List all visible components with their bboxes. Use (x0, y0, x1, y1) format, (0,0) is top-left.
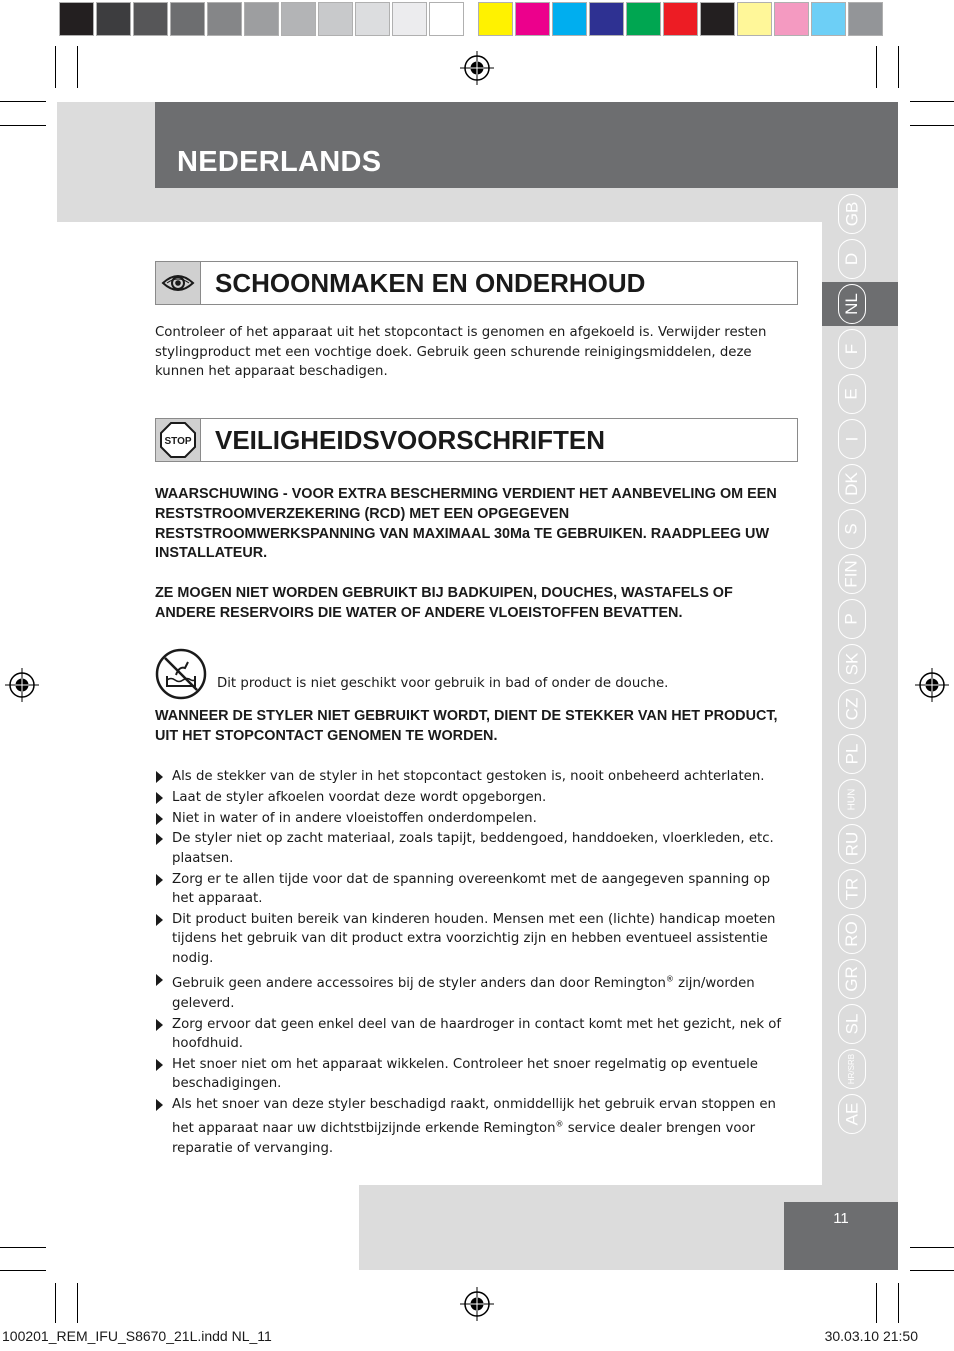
list-item-text: Dit product buiten bereik van kinderen houden. Mensen met een (lichte) handicap moeten tijdens het gebruik van dit product extra voorzichtig zijn en hebben eventueel assistentie nodig. (172, 911, 776, 966)
lang-tab-hr-srb (830, 1047, 874, 1091)
registration-target-icon (460, 1287, 494, 1321)
lang-tab-ring (838, 599, 866, 639)
lang-code: CZ (841, 697, 861, 721)
page-number-box (784, 1202, 898, 1270)
color-swatch (700, 2, 735, 36)
color-swatch (96, 2, 131, 36)
arrow-bullet-icon (156, 1019, 163, 1031)
color-swatch (355, 2, 390, 36)
bath-warning-row (155, 648, 785, 700)
registration-target-icon (5, 668, 39, 702)
color-swatch (774, 2, 809, 36)
crop-mark (77, 46, 78, 88)
color-swatch (59, 2, 94, 36)
list-item (155, 1095, 785, 1158)
lang-tab-i (830, 417, 874, 461)
lang-tab-ring (838, 509, 866, 549)
lang-code: RU (842, 831, 861, 857)
crop-mark (876, 46, 877, 88)
crop-mark (0, 1247, 46, 1248)
safety-list (155, 767, 785, 1159)
lang-tab-tr (830, 867, 874, 911)
registration-target-icon (460, 51, 494, 85)
lang-tab-dk (830, 462, 874, 506)
arrow-bullet-icon (156, 874, 163, 886)
stop-sign-icon (156, 419, 201, 461)
crop-mark (0, 1270, 46, 1271)
lang-code: S (842, 523, 861, 535)
color-swatch (515, 2, 550, 36)
lang-tab-ring (838, 1004, 866, 1044)
lang-tab-e (830, 372, 874, 416)
registration-target-icon (915, 668, 949, 702)
swatch-gap (466, 2, 478, 36)
lang-tab-ring (838, 329, 866, 369)
page-number: 11 (833, 1210, 849, 1227)
lang-tab-nl (822, 282, 898, 326)
list-item-text: De styler niet op zacht materiaal, zoals tapijt, beddengoed, handdoeken, vloerkleden, etc. plaatsen. (172, 831, 774, 866)
lang-tab-ring (838, 689, 866, 729)
lang-code: TR (841, 877, 861, 901)
print-timestamp: 30.03.10 21:50 (824, 1328, 918, 1344)
list-item (155, 809, 785, 829)
list-item (155, 870, 785, 909)
color-swatch (663, 2, 698, 36)
lang-tab-fin (830, 552, 874, 596)
warning-rcd: WAARSCHUWING - VOOR EXTRA BESCHERMING VERDIENT HET AANBEVELING OM EEN RESTSTROOMVERZEKERING (RCD) MET EEN OPGEGEVEN RESTSTROOMWERKSPANNING VAN MAXIMAAL 30Ma TE GEBRUIKEN. RAADPLEEG UW INSTALLATEUR. (155, 486, 777, 562)
lang-tab-ring (838, 824, 866, 864)
list-item (155, 767, 785, 787)
crop-mark (898, 46, 899, 88)
color-swatch (429, 2, 464, 36)
lang-tab-sk (830, 642, 874, 686)
crop-mark (910, 125, 954, 126)
list-item-text: Zorg er te allen tijde voor dat de spanning overeenkomt met de aangegeven spanning op het apparaat. (172, 871, 771, 907)
lang-tab-f (830, 327, 874, 371)
lang-code: P (842, 613, 861, 625)
warning-unplug: WANNEER DE STYLER NIET GEBRUIKT WORDT, DIENT DE STEKKER VAN HET PRODUCT, UIT HET STOPCONTACT GENOMEN TE WORDEN. (155, 708, 778, 744)
crop-mark (55, 46, 56, 88)
lang-tab-ru (830, 822, 874, 866)
lang-tab-ring (838, 194, 866, 234)
lang-tab-ring (838, 959, 866, 999)
lang-code: HUN (846, 788, 858, 810)
lang-code: F (841, 343, 861, 355)
lang-tab-ring (838, 419, 866, 459)
language-sidebar (822, 192, 898, 1185)
lang-tab-ring (838, 1094, 866, 1134)
lang-tab-ring (838, 734, 866, 774)
color-swatch (811, 2, 846, 36)
color-calibration-bar (59, 2, 885, 36)
lang-tab-s (830, 507, 874, 551)
list-item (155, 910, 785, 969)
crop-mark (910, 101, 954, 102)
crop-mark (910, 1270, 954, 1271)
lang-code: FIN (842, 560, 862, 588)
list-item (155, 970, 785, 1013)
list-item-text: Als de stekker van de styler in het stopcontact gestoken is, nooit onbeheerd achterlaten. (172, 769, 765, 784)
list-item-text: Niet in water of in andere vloeistoffen onderdompelen. (172, 810, 537, 826)
list-item (155, 829, 785, 868)
language-header (155, 102, 898, 188)
lang-tab-ring (838, 284, 866, 324)
color-swatch (737, 2, 772, 36)
list-item-text: Zorg ervoor dat geen enkel deel van de haardroger in contact komt met het gezicht, nek of hoofdhuid. (172, 1016, 782, 1051)
no-bath-icon (155, 648, 207, 700)
stop-label: STOP (164, 436, 192, 447)
eye-icon (156, 262, 201, 304)
crop-mark (898, 1283, 899, 1323)
color-swatch (244, 2, 279, 36)
crop-mark (55, 1283, 56, 1323)
color-swatch (281, 2, 316, 36)
lang-code: I (841, 436, 861, 442)
page-title: NEDERLANDS (177, 146, 382, 178)
lang-tab-ae (830, 1092, 874, 1136)
crop-mark (876, 1283, 877, 1323)
arrow-bullet-icon (156, 1099, 163, 1111)
lang-tab-ring (838, 644, 866, 684)
list-item (155, 788, 785, 808)
lang-code: DK (842, 472, 861, 496)
lang-tab-ring (838, 869, 866, 909)
lang-tab-ring (838, 239, 866, 279)
color-swatch (170, 2, 205, 36)
arrow-bullet-icon (156, 813, 163, 825)
lang-code: GR (842, 966, 861, 992)
lang-code: RO (842, 921, 861, 947)
color-swatch (552, 2, 587, 36)
print-file-info: 100201_REM_IFU_S8670_21L.indd NL_11 (2, 1328, 272, 1344)
list-item-text: Als het snoer van deze styler beschadigd raakt, onmiddellijk het gebruik ervan stoppen en het apparaat naar uw dichtstbijzijnde erkende Remington® service dealer brengen voor reparatie of vervanging. (172, 1097, 776, 1156)
lang-tab-cz (830, 687, 874, 731)
lang-tab-ring (838, 374, 866, 414)
list-item (155, 1015, 785, 1054)
bottom-panel (57, 1185, 359, 1270)
arrow-bullet-icon (156, 771, 163, 783)
list-item-text: Het snoer niet om het apparaat wikkelen. Controleer het snoer regelmatig op eventuele beschadigingen. (172, 1056, 758, 1092)
bath-note: Dit product is niet geschikt voor gebruik in bad of onder de douche. (217, 676, 669, 691)
color-swatch (589, 2, 624, 36)
lang-code: PL (841, 743, 861, 765)
lang-tab-ring (838, 779, 866, 819)
lang-tab-d (830, 237, 874, 281)
lang-tab-ring (838, 1049, 866, 1089)
crop-mark (0, 125, 46, 126)
arrow-bullet-icon (156, 1059, 163, 1071)
color-swatch (848, 2, 883, 36)
lang-tab-gr (830, 957, 874, 1001)
cleaning-text: Controleer of het apparaat uit het stopcontact is genomen en afgekoeld is. Verwijder resten stylingproduct met een vochtige doek. Gebruik geen schurende reinigingsmiddelen, deze kunnen het apparaat beschadigen. (155, 325, 767, 379)
list-item-text: Laat de styler afkoelen voordat deze wordt opgeborgen. (172, 789, 547, 805)
arrow-bullet-icon (156, 974, 163, 986)
arrow-bullet-icon (156, 833, 163, 845)
lang-tab-pl (830, 732, 874, 776)
section-heading-safety (155, 418, 798, 462)
color-swatch (133, 2, 168, 36)
list-item (155, 1055, 785, 1094)
crop-mark (910, 1247, 954, 1248)
warning-water: ZE MOGEN NIET WORDEN GEBRUIKT BIJ BADKUIPEN, DOUCHES, WASTAFELS OF ANDERE RESERVOIRS DIE WATER OF ANDERE VLOEISTOFFEN BEVATTEN. (155, 585, 733, 621)
crop-mark (0, 101, 46, 102)
lang-tab-ring (838, 554, 866, 594)
section-title: SCHOONMAKEN EN ONDERHOUD (215, 267, 646, 298)
lang-code: AE (842, 1102, 861, 1126)
lang-code: D (842, 252, 861, 266)
arrow-bullet-icon (156, 914, 163, 926)
list-item-text: Gebruik geen andere accessoires bij de styler anders dan door Remington® zijn/worden geleverd. (172, 974, 755, 1011)
color-swatch (392, 2, 427, 36)
lang-code: GB (842, 201, 861, 227)
lang-tab-p (830, 597, 874, 641)
color-swatch (318, 2, 353, 36)
lang-code: SL (841, 1013, 861, 1035)
lang-tab-sl (830, 1002, 874, 1046)
section-title: VEILIGHEIDSVOORSCHRIFTEN (215, 424, 606, 455)
color-swatch (478, 2, 513, 36)
lang-code: HR/SRB (847, 1053, 857, 1085)
crop-mark (77, 1283, 78, 1323)
lang-code: SK (842, 652, 861, 676)
lang-tab-ro (830, 912, 874, 956)
arrow-bullet-icon (156, 792, 163, 804)
color-swatch (626, 2, 661, 36)
color-swatch (207, 2, 242, 36)
lang-tab-hun (830, 777, 874, 821)
section-heading-cleaning (155, 261, 798, 305)
lang-code: NL (841, 293, 861, 315)
lang-tab-ring (838, 464, 866, 504)
lang-tab-ring (838, 914, 866, 954)
lang-tab-gb (830, 192, 874, 236)
lang-code: E (842, 388, 861, 400)
